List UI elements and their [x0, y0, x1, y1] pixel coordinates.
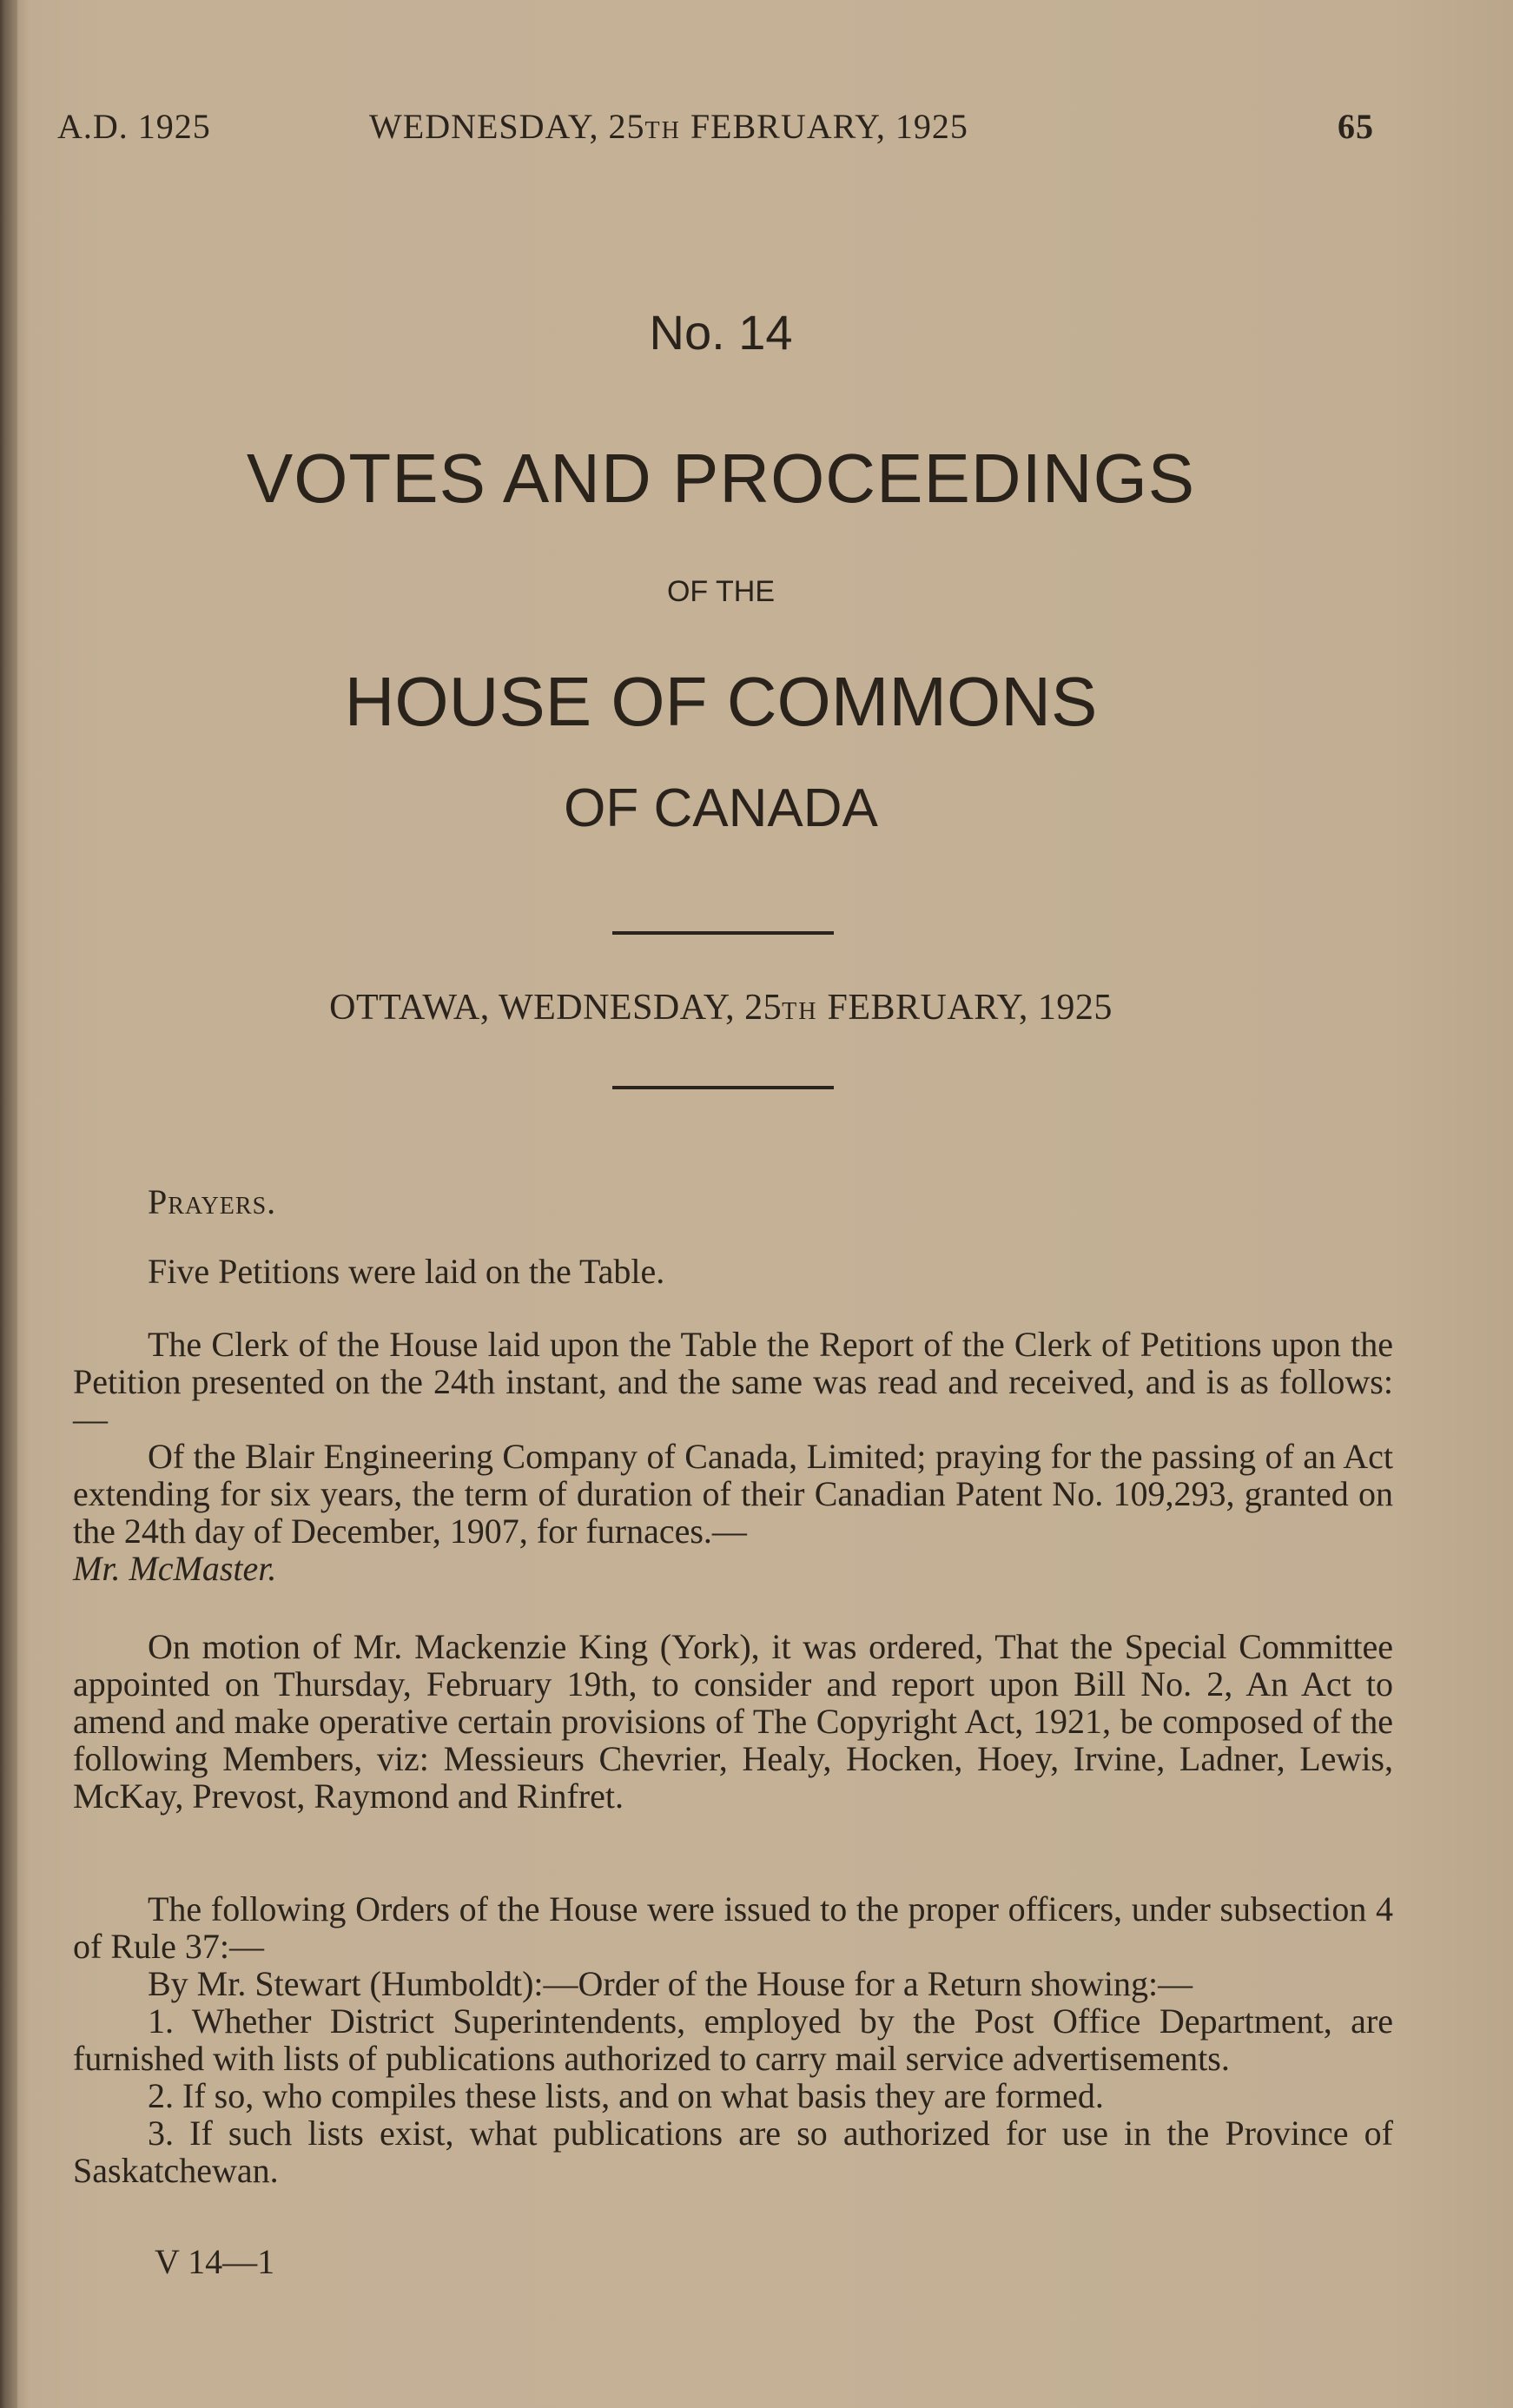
prayers-entry — [73, 1183, 1393, 1221]
running-header — [52, 106, 1390, 149]
blair-petition-member: Mr. McMaster. — [73, 1549, 277, 1588]
header-year: A.D. 1925 — [57, 107, 211, 146]
orders-entry — [73, 1890, 1393, 2189]
question-2: 2. If so, who compiles these lists, and on what basis they are formed. — [148, 2076, 1104, 2115]
blair-petition-paragraph — [73, 1438, 1393, 1587]
document-title: VOTES AND PROCEEDINGS — [246, 440, 1196, 517]
page-number: 65 — [1338, 107, 1374, 146]
book-spine — [0, 0, 17, 2408]
clerk-report-text: The Clerk of the House laid upon the Table the Report of the Clerk of Petitions upon the Petition presented on the 24th instant, and the same was read and received, and is as follows:— — [73, 1325, 1393, 1439]
clerk-report-entry — [73, 1326, 1393, 1587]
orders-intro-text: The following Orders of the House were issued to the proper officers, under subsection 4 of Rule 37:— — [73, 1889, 1393, 1966]
signature-mark: V 14—1 — [155, 2242, 275, 2281]
house-title: HOUSE OF COMMONS — [344, 663, 1098, 740]
motion-entry — [73, 1628, 1393, 1815]
divider-rule-top — [612, 931, 834, 935]
country-title: OF CANADA — [564, 778, 878, 838]
blair-petition-text: Of the Blair Engineering Company of Canada, Limited; praying for the passing of an Act extending for six years, the term of duration of their Canadian Patent No. 109,293, granted on the 24th day of December, 1907, for furnaces.— — [73, 1437, 1393, 1551]
issue-number: No. 14 — [649, 305, 793, 360]
header-date-pre: WEDNESDAY, 25 — [369, 107, 645, 146]
dateline — [0, 987, 1442, 1029]
prayers-text: Prayers. — [148, 1182, 277, 1221]
header-date-post: FEBRUARY, 1925 — [680, 107, 968, 146]
question-1: 1. Whether District Superintendents, employed by the Post Office Department, are furnished with lists of publications authorized to carry mail service advertisements. — [73, 2001, 1393, 2078]
dateline-sup: TH — [782, 998, 818, 1025]
motion-text: On motion of Mr. Mackenzie King (York), it was ordered, That the Special Committee appointed on Thursday, February 19th, to consider and report upon Bill No. 2, An Act to amend and make operative certain provisions of The Copyright Act, 1921, be composed of the following Members, viz: Messieurs Chevrier, Healy, Hocken, Hoey, Irvine, Ladner, Lewis, McKay, Prevost, Raymond and Rinfret. — [73, 1627, 1393, 1816]
petitions-entry — [73, 1253, 1393, 1290]
header-date — [369, 106, 968, 147]
question-3: 3. If such lists exist, what publications are so authorized for use in the Province of Saskatchewan. — [73, 2114, 1393, 2190]
divider-rule-bottom — [612, 1086, 834, 1089]
dateline-post: FEBRUARY, 1925 — [817, 988, 1113, 1028]
stewart-order-text: By Mr. Stewart (Humboldt):—Order of the House for a Return showing:— — [148, 1964, 1193, 2003]
petitions-text: Five Petitions were laid on the Table. — [148, 1252, 665, 1291]
dateline-pre: OTTAWA, WEDNESDAY, 25 — [329, 988, 783, 1028]
of-the-label: OF THE — [666, 575, 776, 608]
header-date-sup: TH — [644, 117, 681, 144]
